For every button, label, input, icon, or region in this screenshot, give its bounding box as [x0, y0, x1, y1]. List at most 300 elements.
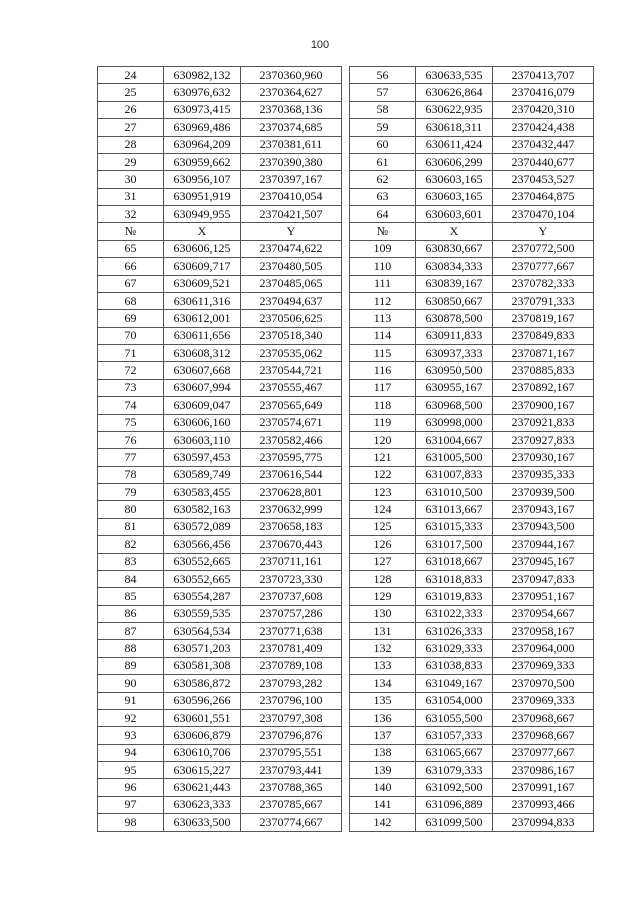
- point-number-cell: 60: [350, 136, 416, 153]
- x-coordinate-cell: 630950,500: [416, 362, 493, 379]
- y-coordinate-cell: 2370921,833: [493, 414, 594, 431]
- x-coordinate-cell: 630969,486: [164, 119, 241, 136]
- table-row: [98, 675, 594, 692]
- table-row: [98, 275, 594, 292]
- x-coordinate-cell: 631013,667: [416, 501, 493, 518]
- x-coordinate-cell: 630839,167: [416, 275, 493, 292]
- y-coordinate-cell: 2370410,054: [241, 188, 342, 205]
- x-coordinate-cell: 631029,333: [416, 640, 493, 657]
- x-coordinate-cell: 630606,299: [416, 153, 493, 170]
- x-coordinate-cell: 631049,167: [416, 675, 493, 692]
- y-coordinate-cell: 2370658,183: [241, 518, 342, 535]
- point-number-cell: 109: [350, 240, 416, 257]
- point-number-cell: 118: [350, 397, 416, 414]
- y-coordinate-cell: 2370381,611: [241, 136, 342, 153]
- header-num-cell: №: [350, 223, 416, 240]
- point-number-cell: 56: [350, 67, 416, 84]
- x-coordinate-cell: 630937,333: [416, 345, 493, 362]
- column-gap: [342, 762, 350, 779]
- point-number-cell: 115: [350, 345, 416, 362]
- x-coordinate-cell: 631010,500: [416, 484, 493, 501]
- column-gap: [342, 275, 350, 292]
- y-coordinate-cell: 2370453,527: [493, 171, 594, 188]
- column-gap: [342, 431, 350, 448]
- point-number-cell: 58: [350, 101, 416, 118]
- point-number-cell: 87: [98, 623, 164, 640]
- point-number-cell: 93: [98, 727, 164, 744]
- header-x-cell: X: [416, 223, 493, 240]
- point-number-cell: 29: [98, 153, 164, 170]
- y-coordinate-cell: 2370711,161: [241, 553, 342, 570]
- point-number-cell: 65: [98, 240, 164, 257]
- column-gap: [342, 814, 350, 831]
- x-coordinate-cell: 630606,125: [164, 240, 241, 257]
- y-coordinate-cell: 2370390,380: [241, 153, 342, 170]
- point-number-cell: 31: [98, 188, 164, 205]
- y-coordinate-cell: 2370885,833: [493, 362, 594, 379]
- column-gap: [342, 153, 350, 170]
- column-gap: [342, 67, 350, 84]
- point-number-cell: 77: [98, 449, 164, 466]
- point-number-cell: 26: [98, 101, 164, 118]
- point-number-cell: 32: [98, 206, 164, 223]
- table-row: [98, 657, 594, 674]
- column-gap: [342, 188, 350, 205]
- y-coordinate-cell: 2370994,833: [493, 814, 594, 831]
- y-coordinate-cell: 2370785,667: [241, 796, 342, 813]
- point-number-cell: 70: [98, 327, 164, 344]
- y-coordinate-cell: 2370789,108: [241, 657, 342, 674]
- point-number-cell: 64: [350, 206, 416, 223]
- point-number-cell: 97: [98, 796, 164, 813]
- point-number-cell: 61: [350, 153, 416, 170]
- y-coordinate-cell: 2370424,438: [493, 119, 594, 136]
- point-number-cell: 71: [98, 345, 164, 362]
- point-number-cell: 72: [98, 362, 164, 379]
- x-coordinate-cell: 631057,333: [416, 727, 493, 744]
- point-number-cell: 82: [98, 536, 164, 553]
- y-coordinate-cell: 2370774,667: [241, 814, 342, 831]
- table-body: [98, 67, 594, 832]
- column-gap: [342, 327, 350, 344]
- y-coordinate-cell: 2370535,062: [241, 345, 342, 362]
- y-coordinate-cell: 2370374,685: [241, 119, 342, 136]
- table-row: [98, 171, 594, 188]
- point-number-cell: 94: [98, 744, 164, 761]
- table-row: [98, 397, 594, 414]
- point-number-cell: 117: [350, 379, 416, 396]
- table-row: [98, 796, 594, 813]
- y-coordinate-cell: 2370470,104: [493, 206, 594, 223]
- y-coordinate-cell: 2370632,999: [241, 501, 342, 518]
- x-coordinate-cell: 630622,935: [416, 101, 493, 118]
- column-gap: [342, 362, 350, 379]
- column-gap: [342, 779, 350, 796]
- point-number-cell: 124: [350, 501, 416, 518]
- y-coordinate-cell: 2370474,622: [241, 240, 342, 257]
- y-coordinate-cell: 2370993,466: [493, 796, 594, 813]
- table-row: [98, 206, 594, 223]
- x-coordinate-cell: 631015,333: [416, 518, 493, 535]
- table-row: [98, 67, 594, 84]
- x-coordinate-cell: 630976,632: [164, 84, 241, 101]
- point-number-cell: 119: [350, 414, 416, 431]
- column-gap: [342, 657, 350, 674]
- x-coordinate-cell: 631022,333: [416, 605, 493, 622]
- coordinate-table: [97, 66, 594, 832]
- column-gap: [342, 466, 350, 483]
- y-coordinate-cell: 2370582,466: [241, 431, 342, 448]
- x-coordinate-cell: 630618,311: [416, 119, 493, 136]
- y-coordinate-cell: 2370968,667: [493, 727, 594, 744]
- column-gap: [342, 692, 350, 709]
- column-gap: [342, 518, 350, 535]
- y-coordinate-cell: 2370943,500: [493, 518, 594, 535]
- x-coordinate-cell: 631055,500: [416, 709, 493, 726]
- header-x-cell: X: [164, 223, 241, 240]
- point-number-cell: 24: [98, 67, 164, 84]
- point-number-cell: 140: [350, 779, 416, 796]
- y-coordinate-cell: 2370595,775: [241, 449, 342, 466]
- point-number-cell: 113: [350, 310, 416, 327]
- point-number-cell: 25: [98, 84, 164, 101]
- x-coordinate-cell: 630621,443: [164, 779, 241, 796]
- table-row: [98, 345, 594, 362]
- x-coordinate-cell: 630956,107: [164, 171, 241, 188]
- point-number-cell: 130: [350, 605, 416, 622]
- y-coordinate-cell: 2370574,671: [241, 414, 342, 431]
- x-coordinate-cell: 631092,500: [416, 779, 493, 796]
- y-coordinate-cell: 2370977,667: [493, 744, 594, 761]
- point-number-cell: 138: [350, 744, 416, 761]
- x-coordinate-cell: 630583,455: [164, 484, 241, 501]
- y-coordinate-cell: 2370416,079: [493, 84, 594, 101]
- y-coordinate-cell: 2370777,667: [493, 258, 594, 275]
- x-coordinate-cell: 630949,955: [164, 206, 241, 223]
- table-row: [98, 762, 594, 779]
- x-coordinate-cell: 631004,667: [416, 431, 493, 448]
- point-number-cell: 59: [350, 119, 416, 136]
- x-coordinate-cell: 631017,500: [416, 536, 493, 553]
- y-coordinate-cell: 2370849,833: [493, 327, 594, 344]
- y-coordinate-cell: 2370969,333: [493, 692, 594, 709]
- point-number-cell: 128: [350, 570, 416, 587]
- x-coordinate-cell: 630626,864: [416, 84, 493, 101]
- point-number-cell: 28: [98, 136, 164, 153]
- x-coordinate-cell: 630609,047: [164, 397, 241, 414]
- y-coordinate-cell: 2370420,310: [493, 101, 594, 118]
- y-coordinate-cell: 2370968,667: [493, 709, 594, 726]
- point-number-cell: 67: [98, 275, 164, 292]
- point-number-cell: 80: [98, 501, 164, 518]
- column-gap: [342, 588, 350, 605]
- column-gap: [342, 414, 350, 431]
- column-gap: [342, 605, 350, 622]
- point-number-cell: 120: [350, 431, 416, 448]
- column-gap: [342, 310, 350, 327]
- column-gap: [342, 292, 350, 309]
- x-coordinate-cell: 630597,453: [164, 449, 241, 466]
- y-coordinate-cell: 2370797,308: [241, 709, 342, 726]
- y-coordinate-cell: 2370772,500: [493, 240, 594, 257]
- y-coordinate-cell: 2370795,551: [241, 744, 342, 761]
- point-number-cell: 84: [98, 570, 164, 587]
- column-gap: [342, 623, 350, 640]
- point-number-cell: 66: [98, 258, 164, 275]
- x-coordinate-cell: 630633,535: [416, 67, 493, 84]
- point-number-cell: 57: [350, 84, 416, 101]
- point-number-cell: 30: [98, 171, 164, 188]
- x-coordinate-cell: 630959,662: [164, 153, 241, 170]
- table-row: [98, 449, 594, 466]
- column-gap: [342, 536, 350, 553]
- header-num-cell: №: [98, 223, 164, 240]
- x-coordinate-cell: 630554,287: [164, 588, 241, 605]
- table-row: [98, 779, 594, 796]
- point-number-cell: 98: [98, 814, 164, 831]
- y-coordinate-cell: 2370791,333: [493, 292, 594, 309]
- y-coordinate-cell: 2370986,167: [493, 762, 594, 779]
- x-coordinate-cell: 630552,665: [164, 553, 241, 570]
- header-y-cell: Y: [241, 223, 342, 240]
- point-number-cell: 27: [98, 119, 164, 136]
- y-coordinate-cell: 2370945,167: [493, 553, 594, 570]
- y-coordinate-cell: 2370964,000: [493, 640, 594, 657]
- point-number-cell: 134: [350, 675, 416, 692]
- y-coordinate-cell: 2370723,330: [241, 570, 342, 587]
- x-coordinate-cell: 630603,165: [416, 188, 493, 205]
- x-coordinate-cell: 630559,535: [164, 605, 241, 622]
- y-coordinate-cell: 2370555,467: [241, 379, 342, 396]
- point-number-cell: 73: [98, 379, 164, 396]
- x-coordinate-cell: 631018,833: [416, 570, 493, 587]
- point-number-cell: 76: [98, 431, 164, 448]
- x-coordinate-cell: 630911,833: [416, 327, 493, 344]
- point-number-cell: 92: [98, 709, 164, 726]
- point-number-cell: 137: [350, 727, 416, 744]
- column-gap: [342, 553, 350, 570]
- y-coordinate-cell: 2370628,801: [241, 484, 342, 501]
- x-coordinate-cell: 630589,749: [164, 466, 241, 483]
- point-number-cell: 68: [98, 292, 164, 309]
- x-coordinate-cell: 631038,833: [416, 657, 493, 674]
- y-coordinate-cell: 2370943,167: [493, 501, 594, 518]
- point-number-cell: 133: [350, 657, 416, 674]
- point-number-cell: 83: [98, 553, 164, 570]
- table-row: [98, 84, 594, 101]
- y-coordinate-cell: 2370958,167: [493, 623, 594, 640]
- x-coordinate-cell: 630603,601: [416, 206, 493, 223]
- x-coordinate-cell: 631099,500: [416, 814, 493, 831]
- y-coordinate-cell: 2370991,167: [493, 779, 594, 796]
- header-row: [98, 223, 594, 240]
- x-coordinate-cell: 630611,424: [416, 136, 493, 153]
- point-number-cell: 122: [350, 466, 416, 483]
- table-row: [98, 379, 594, 396]
- point-number-cell: 116: [350, 362, 416, 379]
- point-number-cell: 123: [350, 484, 416, 501]
- y-coordinate-cell: 2370485,065: [241, 275, 342, 292]
- x-coordinate-cell: 631096,889: [416, 796, 493, 813]
- y-coordinate-cell: 2370494,637: [241, 292, 342, 309]
- point-number-cell: 129: [350, 588, 416, 605]
- y-coordinate-cell: 2370360,960: [241, 67, 342, 84]
- x-coordinate-cell: 631026,333: [416, 623, 493, 640]
- x-coordinate-cell: 631005,500: [416, 449, 493, 466]
- x-coordinate-cell: 630607,994: [164, 379, 241, 396]
- x-coordinate-cell: 630615,227: [164, 762, 241, 779]
- y-coordinate-cell: 2370954,667: [493, 605, 594, 622]
- point-number-cell: 121: [350, 449, 416, 466]
- table-row: [98, 258, 594, 275]
- point-number-cell: 139: [350, 762, 416, 779]
- column-gap: [342, 484, 350, 501]
- point-number-cell: 74: [98, 397, 164, 414]
- column-gap: [342, 727, 350, 744]
- y-coordinate-cell: 2370440,677: [493, 153, 594, 170]
- table-row: [98, 553, 594, 570]
- y-coordinate-cell: 2370364,627: [241, 84, 342, 101]
- x-coordinate-cell: 630603,165: [416, 171, 493, 188]
- table-row: [98, 136, 594, 153]
- point-number-cell: 78: [98, 466, 164, 483]
- x-coordinate-cell: 630611,316: [164, 292, 241, 309]
- y-coordinate-cell: 2370871,167: [493, 345, 594, 362]
- page-number: 100: [310, 39, 330, 51]
- y-coordinate-cell: 2370421,507: [241, 206, 342, 223]
- point-number-cell: 69: [98, 310, 164, 327]
- x-coordinate-cell: 631019,833: [416, 588, 493, 605]
- table-row: [98, 814, 594, 831]
- x-coordinate-cell: 630612,001: [164, 310, 241, 327]
- table-row: [98, 310, 594, 327]
- y-coordinate-cell: 2370518,340: [241, 327, 342, 344]
- column-gap: [342, 379, 350, 396]
- column-gap: [342, 640, 350, 657]
- x-coordinate-cell: 630581,308: [164, 657, 241, 674]
- point-number-cell: 126: [350, 536, 416, 553]
- x-coordinate-cell: 630609,717: [164, 258, 241, 275]
- x-coordinate-cell: 631079,333: [416, 762, 493, 779]
- x-coordinate-cell: 630582,163: [164, 501, 241, 518]
- point-number-cell: 110: [350, 258, 416, 275]
- column-gap: [342, 501, 350, 518]
- x-coordinate-cell: 630566,456: [164, 536, 241, 553]
- point-number-cell: 114: [350, 327, 416, 344]
- y-coordinate-cell: 2370432,447: [493, 136, 594, 153]
- point-number-cell: 86: [98, 605, 164, 622]
- point-number-cell: 62: [350, 171, 416, 188]
- x-coordinate-cell: 630609,521: [164, 275, 241, 292]
- x-coordinate-cell: 630611,656: [164, 327, 241, 344]
- table-row: [98, 240, 594, 257]
- point-number-cell: 90: [98, 675, 164, 692]
- x-coordinate-cell: 630623,333: [164, 796, 241, 813]
- x-coordinate-cell: 630973,415: [164, 101, 241, 118]
- y-coordinate-cell: 2370737,608: [241, 588, 342, 605]
- column-gap: [342, 119, 350, 136]
- table-row: [98, 570, 594, 587]
- column-gap: [342, 171, 350, 188]
- x-coordinate-cell: 630982,132: [164, 67, 241, 84]
- point-number-cell: 96: [98, 779, 164, 796]
- y-coordinate-cell: 2370951,167: [493, 588, 594, 605]
- x-coordinate-cell: 630610,706: [164, 744, 241, 761]
- y-coordinate-cell: 2370969,333: [493, 657, 594, 674]
- x-coordinate-cell: 630968,500: [416, 397, 493, 414]
- table-row: [98, 431, 594, 448]
- column-gap: [342, 709, 350, 726]
- x-coordinate-cell: 630603,110: [164, 431, 241, 448]
- point-number-cell: 136: [350, 709, 416, 726]
- x-coordinate-cell: 631007,833: [416, 466, 493, 483]
- table-row: [98, 119, 594, 136]
- y-coordinate-cell: 2370796,100: [241, 692, 342, 709]
- table-row: [98, 466, 594, 483]
- column-gap: [342, 240, 350, 257]
- column-gap: [342, 345, 350, 362]
- point-number-cell: 89: [98, 657, 164, 674]
- x-coordinate-cell: 631054,000: [416, 692, 493, 709]
- point-number-cell: 112: [350, 292, 416, 309]
- point-number-cell: 85: [98, 588, 164, 605]
- point-number-cell: 75: [98, 414, 164, 431]
- x-coordinate-cell: 630830,667: [416, 240, 493, 257]
- y-coordinate-cell: 2370544,721: [241, 362, 342, 379]
- point-number-cell: 127: [350, 553, 416, 570]
- y-coordinate-cell: 2370944,167: [493, 536, 594, 553]
- y-coordinate-cell: 2370930,167: [493, 449, 594, 466]
- table-row: [98, 692, 594, 709]
- table-row: [98, 536, 594, 553]
- y-coordinate-cell: 2370464,875: [493, 188, 594, 205]
- table-row: [98, 501, 594, 518]
- y-coordinate-cell: 2370397,167: [241, 171, 342, 188]
- column-gap: [342, 675, 350, 692]
- column-gap: [342, 449, 350, 466]
- header-y-cell: Y: [493, 223, 594, 240]
- table-row: [98, 588, 594, 605]
- table-row: [98, 744, 594, 761]
- x-coordinate-cell: 630834,333: [416, 258, 493, 275]
- x-coordinate-cell: 630606,160: [164, 414, 241, 431]
- x-coordinate-cell: 630878,500: [416, 310, 493, 327]
- column-gap: [342, 223, 350, 240]
- point-number-cell: 111: [350, 275, 416, 292]
- y-coordinate-cell: 2370970,500: [493, 675, 594, 692]
- x-coordinate-cell: 630586,872: [164, 675, 241, 692]
- x-coordinate-cell: 630998,000: [416, 414, 493, 431]
- column-gap: [342, 206, 350, 223]
- y-coordinate-cell: 2370565,649: [241, 397, 342, 414]
- point-number-cell: 135: [350, 692, 416, 709]
- column-gap: [342, 744, 350, 761]
- x-coordinate-cell: 630564,534: [164, 623, 241, 640]
- x-coordinate-cell: 630964,209: [164, 136, 241, 153]
- table-row: [98, 362, 594, 379]
- point-number-cell: 79: [98, 484, 164, 501]
- point-number-cell: 132: [350, 640, 416, 657]
- y-coordinate-cell: 2370506,625: [241, 310, 342, 327]
- table-row: [98, 153, 594, 170]
- x-coordinate-cell: 630572,089: [164, 518, 241, 535]
- table-row: [98, 327, 594, 344]
- column-gap: [342, 136, 350, 153]
- x-coordinate-cell: 630850,667: [416, 292, 493, 309]
- table-row: [98, 414, 594, 431]
- y-coordinate-cell: 2370788,365: [241, 779, 342, 796]
- y-coordinate-cell: 2370935,333: [493, 466, 594, 483]
